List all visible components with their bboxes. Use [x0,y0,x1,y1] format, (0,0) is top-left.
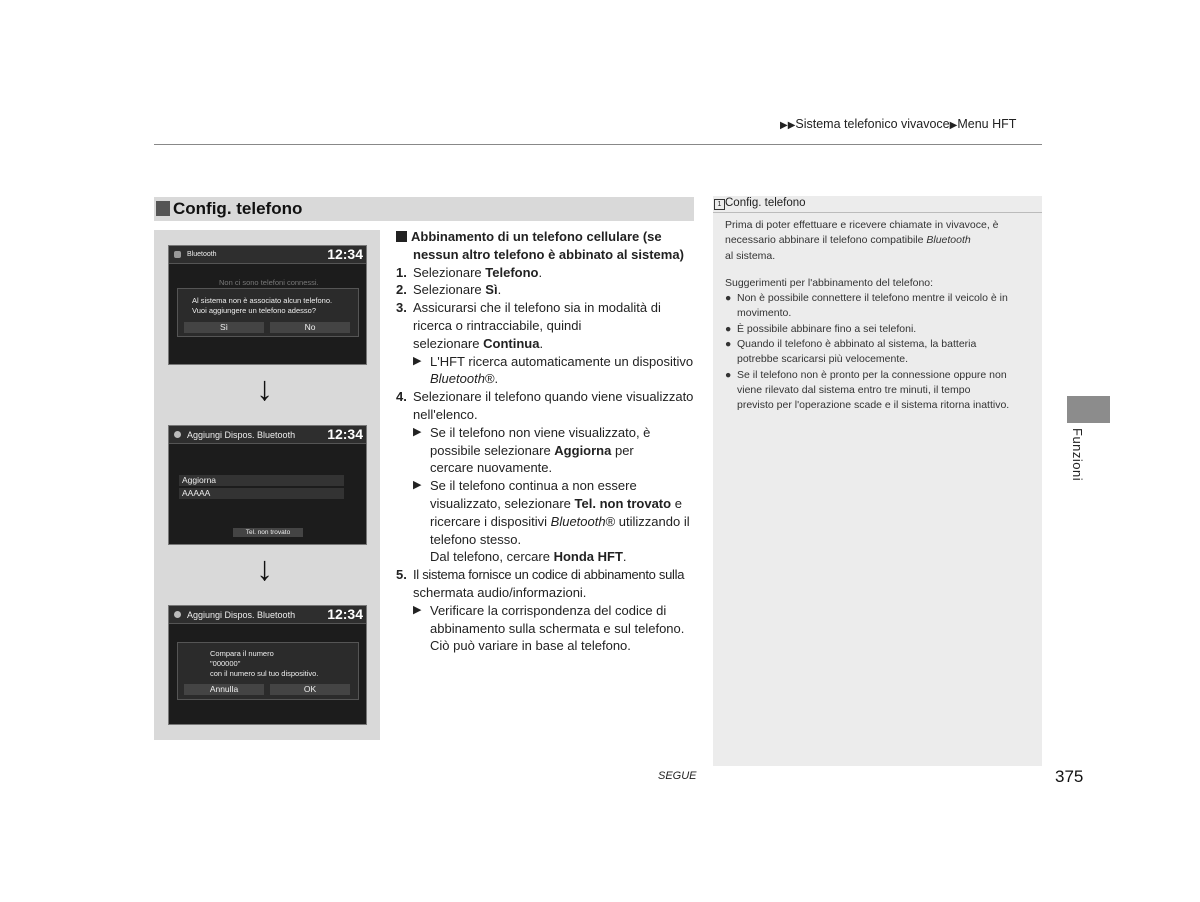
square-icon [396,231,407,242]
square-icon [156,201,170,216]
step-4-note-b: ▶ Se il telefono continua a non essere visualizzato, selezionare Tel. non trovato e ricercare i dispositivi Bluetooth® utilizzando il telefono stesso. Dal telefono, cercare Honda HFT. [413,478,690,565]
faded-text: Non ci sono telefoni connessi. [219,278,319,287]
screenshots-panel [154,230,380,740]
subheading-2: nessun altro telefono è abbinato al sistema) [413,246,684,262]
bullet-icon: ● [725,292,732,305]
dialog [177,288,359,337]
clock: 12:34 [327,246,363,262]
cancel-button[interactable]: Annulla [184,684,264,695]
breadcrumb-part-1: Sistema telefonico vivavoce [795,117,950,131]
triangle-icon: ▶ [413,425,422,438]
step-4-note-a: ▶ Se il telefono non viene visualizzato, è possibile selezionare Aggiorna per cercare nuovamente. [413,424,651,476]
dialog-line-1: Compara il numero [210,649,274,658]
reference-icon: 1 [714,199,725,210]
triangle-icon: ▶ [413,354,422,367]
dialog [177,642,359,700]
down-arrow-icon: ↓ [256,550,273,588]
screen-bluetooth [168,245,367,365]
note-header [713,196,1042,213]
screen-header-bar [169,606,366,624]
dialog-line-2: "000000" [210,659,241,668]
note-bullet-2: ● È possibile abbinare fino a sei telefoni. [725,322,1037,337]
triangle-icon: ▶ [413,603,422,616]
note-sidebar [713,196,1042,766]
dialog-message-1: Al sistema non è associato alcun telefono. [192,296,333,305]
device-item[interactable]: AAAAA [179,488,344,499]
step-2: 2. Selezionare Sì. [396,282,502,298]
chapter-tab [1067,396,1110,423]
dialog-message-2: Vuoi aggiungere un telefono adesso? [192,306,316,315]
note-paragraph-1: Prima di poter effettuare e ricevere chiamate in vivavoce, è necessario abbinare il telefono compatibile Bluetooth al sistema. [725,219,999,262]
breadcrumb-part-2: Menu HFT [957,117,1017,131]
screen-pairing-code [168,605,367,725]
note-body [725,218,1037,414]
step-4: 4. Selezionare il telefono quando viene visualizzato nell'elenco. [396,389,694,422]
step-5: 5. Il sistema fornisce un codice di abbinamento sulla schermata audio/informazioni. [396,567,685,600]
steps-column [396,228,696,655]
ok-button[interactable]: OK [270,684,350,695]
continued-label: SEGUE [658,770,697,782]
down-arrow-icon: ↓ [256,370,273,408]
clock: 12:34 [327,606,363,622]
subheading: Abbinamento di un telefono cellulare (se [396,228,696,246]
clock: 12:34 [327,426,363,442]
bullet-icon: ● [725,322,732,335]
yes-button[interactable]: Sì [184,322,264,333]
step-1: 1. Selezionare Telefono. [396,264,543,280]
screen-header: Bluetooth [187,251,217,258]
phone-not-found-button[interactable]: Tel. non trovato [233,528,303,537]
phone-icon [174,251,181,258]
breadcrumb [780,117,1016,131]
screen-header-bar [169,246,366,264]
top-divider [154,144,1042,145]
section-heading [154,197,694,221]
arrow-icon: ▶▶ [780,120,796,131]
back-icon [174,431,181,438]
step-5-note: ▶ Verificare la corrispondenza del codice di abbinamento sulla schermata e sul telefono. Ciò può variare in base al telefono. [413,602,685,654]
note-bullet-3: ● Quando il telefono è abbinato al sistema, la batteria potrebbe scaricarsi più velocemente. [725,338,977,366]
page-number: 375 [1055,767,1084,786]
dialog-line-3: con il numero sul tuo dispositivo. [210,669,319,678]
step-3-note: ▶ L'HFT ricerca automaticamente un dispositivo Bluetooth®. [413,353,694,387]
triangle-icon: ▶ [413,479,422,492]
step-3: 3. Assicurarsi che il telefono sia in modalità di ricerca o rintracciabile, quindi selezionare Continua. [396,300,661,351]
no-button[interactable]: No [270,322,350,333]
arrow-icon: ▶ [949,120,958,131]
note-bullet-4: ● Se il telefono non è pronto per la connessione oppure non viene rilevato dal sistema entro tre minuti, il tempo previsto per l'operazione scade e il sistema ritorna inattivo. [725,368,1010,412]
chapter-label: Funzioni [1070,428,1085,482]
screen-header: Aggiungi Dispos. Bluetooth [187,430,296,440]
back-icon [174,611,181,618]
bullet-icon: ● [725,338,732,351]
bullet-icon: ● [725,368,732,381]
section-title: Config. telefono [173,199,303,218]
note-paragraph-2: Suggerimenti per l'abbinamento del telefono: [725,276,934,289]
refresh-item[interactable]: Aggiorna [179,475,344,486]
note-title: Config. telefono [725,197,806,209]
screen-header-bar [169,426,366,444]
screen-header: Aggiungi Dispos. Bluetooth [187,610,296,620]
screen-add-device [168,425,367,545]
note-bullet-1: ● Non è possibile connettere il telefono mentre il veicolo è in movimento. [725,292,1008,320]
